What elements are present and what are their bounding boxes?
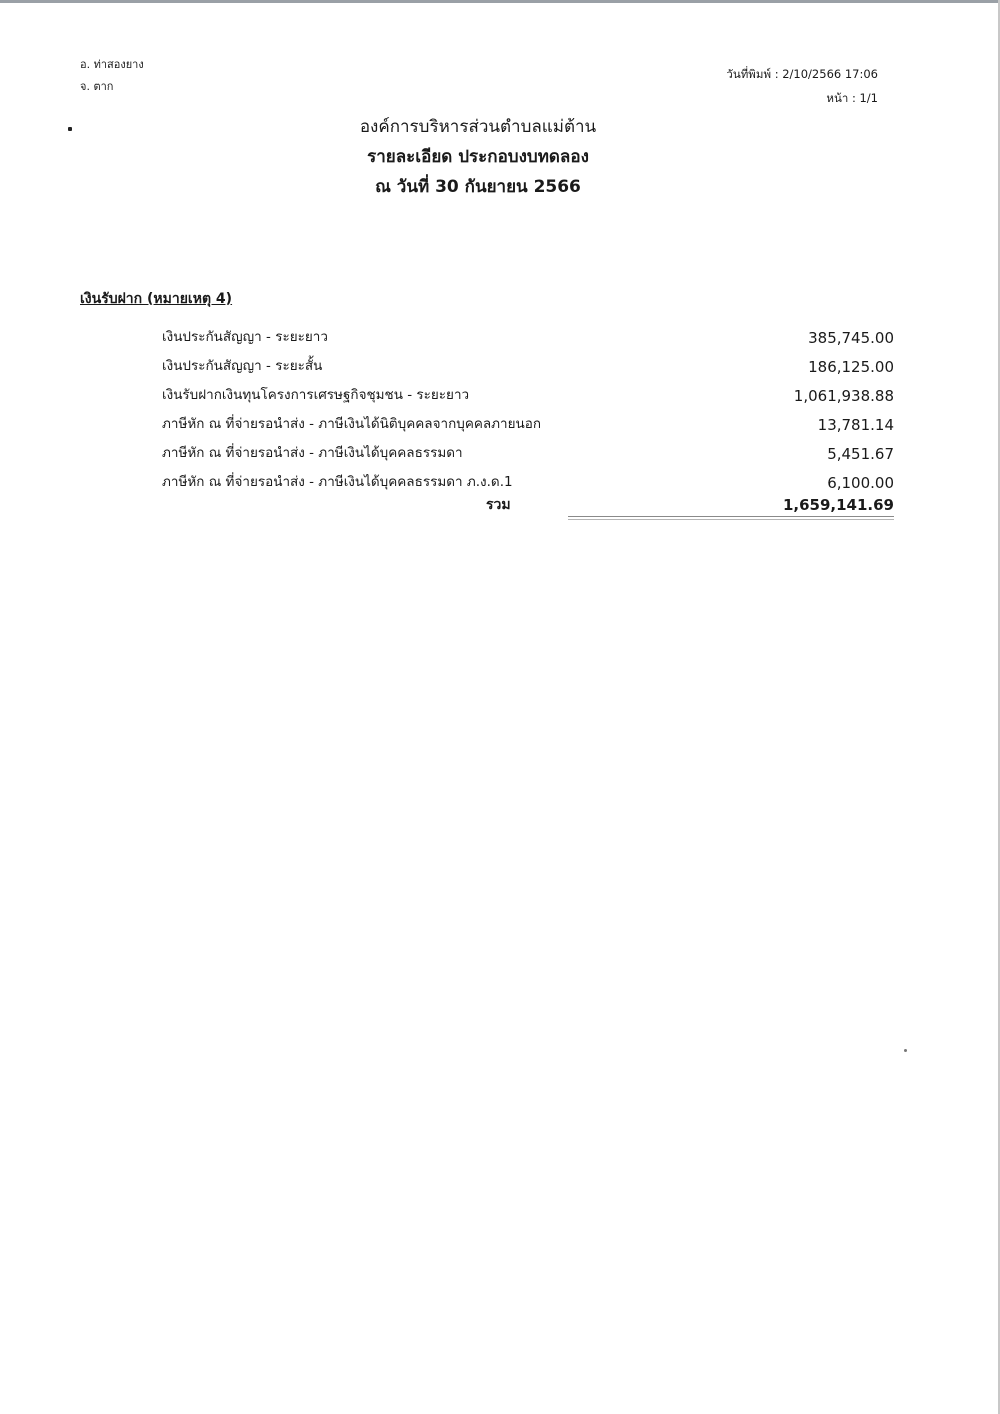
- item-description: ภาษีหัก ณ ที่จ่ายรอนำส่ง - ภาษีเงินได้บุคคลธรรมดา: [162, 445, 463, 461]
- item-amount: 1,061,938.88: [793, 387, 894, 405]
- organization-name: องค์การบริหารส่วนตำบลแม่ต้าน: [359, 117, 597, 137]
- total-label: รวม: [486, 497, 511, 513]
- location-header: [80, 54, 144, 98]
- item-description: ภาษีหัก ณ ที่จ่ายรอนำส่ง - ภาษีเงินได้บุคคลธรรมดา ภ.ง.ด.1: [162, 474, 513, 490]
- item-amount: 13,781.14: [817, 416, 894, 434]
- item-amount: 5,451.67: [827, 445, 894, 463]
- total-double-underline: [568, 519, 894, 520]
- total-underline: [568, 516, 894, 517]
- report-title: [0, 112, 956, 202]
- print-date: วันที่พิมพ์ : 2/10/2566 17:06: [726, 67, 878, 81]
- item-amount: 385,745.00: [808, 329, 894, 347]
- scan-speck: [904, 1049, 907, 1052]
- item-description: เงินรับฝากเงินทุนโครงการเศรษฐกิจชุมชน - ระยะยาว: [162, 387, 470, 403]
- print-info: [726, 62, 878, 110]
- item-list: [162, 318, 894, 492]
- item-description: ภาษีหัก ณ ที่จ่ายรอนำส่ง - ภาษีเงินได้นิติบุคคลจากบุคคลภายนอก: [162, 416, 542, 432]
- list-item: [162, 376, 894, 405]
- province-label: จ. ตาก: [80, 80, 114, 93]
- item-amount: 186,125.00: [808, 358, 894, 376]
- total-amount: 1,659,141.69: [782, 496, 894, 514]
- total-row: [162, 492, 894, 518]
- list-item: [162, 347, 894, 376]
- item-description: เงินประกันสัญญา - ระยะสั้น: [162, 358, 323, 374]
- report-name: รายละเอียด ประกอบงบทดลอง: [367, 147, 589, 167]
- scan-edge: [0, 0, 1000, 3]
- list-item: [162, 405, 894, 434]
- section-heading: เงินรับฝาก (หมายเหตุ 4): [80, 291, 233, 307]
- district-label: อ. ท่าสองยาง: [80, 58, 144, 71]
- list-item: [162, 318, 894, 347]
- list-item: [162, 434, 894, 463]
- page-number: หน้า : 1/1: [826, 91, 878, 105]
- list-item: [162, 463, 894, 492]
- item-description: เงินประกันสัญญา - ระยะยาว: [162, 329, 328, 345]
- report-date: ณ วันที่ 30 กันยายน 2566: [375, 177, 581, 197]
- item-amount: 6,100.00: [827, 474, 894, 492]
